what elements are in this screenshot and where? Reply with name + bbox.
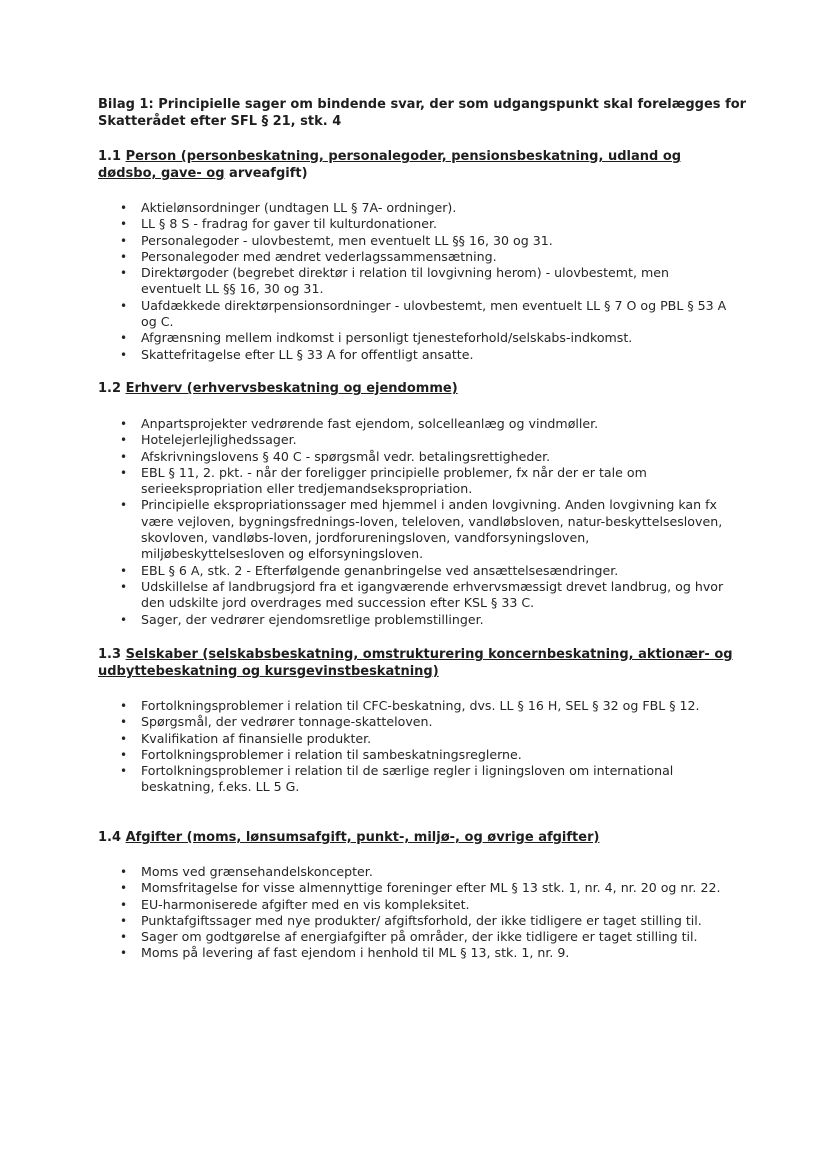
bullet-icon: •	[120, 731, 128, 746]
bullet-icon: •	[120, 347, 128, 362]
section-number: 1.3	[98, 647, 122, 662]
section-heading-underlined: Selskaber (selskabsbeskatning, omstrukturering koncernbeskatning, aktionær- og udbyttebeskatning og kursgevinstbeskatning)	[98, 647, 733, 679]
bullet-icon: •	[120, 881, 128, 896]
list-item: • LL § 8 S - fradrag for gaver til kulturdonationer.	[120, 216, 438, 232]
bullet-icon: •	[120, 233, 128, 248]
bullet-icon: •	[120, 465, 128, 480]
bullet-icon: •	[120, 946, 128, 961]
list-item: • EU-harmoniserede afgifter med en vis kompleksitet.	[120, 896, 470, 912]
list-item: • Hotelejerlejlighedssager.	[120, 432, 297, 448]
bullet-icon: •	[120, 217, 128, 232]
section-heading-underlined: Person (personbeskatning, personalegoder, pensionsbeskatning, udland og dødsbo, gave- og	[98, 149, 682, 181]
list-item: • Fortolkningsproblemer i relation til sambeskatningsreglerne.	[120, 746, 522, 762]
list-item: • Aktielønsordninger (undtagen LL § 7A- ordninger).	[120, 200, 457, 215]
list-item: • Punktafgiftssager med nye produkter/ afgiftsforhold, der ikke tidligere er taget stilling til.	[120, 912, 702, 928]
list-item: • Spørgsmål, der vedrører tonnage-skatteloven.	[120, 714, 433, 730]
section-heading-underlined: Erhverv (erhvervsbeskatning og ejendomme)	[125, 381, 458, 396]
list-item: • Afgrænsning mellem indkomst i personligt tjenesteforhold/selskabs-indkomst.	[120, 330, 633, 346]
bullet-icon: •	[120, 579, 128, 594]
bullet-icon: •	[120, 433, 128, 448]
list-item: • EBL § 11, 2. pkt. - når der foreligger principielle problemer, fx når der er tale om serieekspropriation eller tredjemandsekspropriation.	[120, 464, 647, 497]
bullet-icon: •	[120, 331, 128, 346]
bullet-icon: •	[120, 563, 128, 578]
list-item: • Moms ved grænsehandelskoncepter.	[120, 864, 373, 879]
bullet-icon: •	[120, 764, 128, 779]
section-erhverv	[98, 380, 738, 627]
bullet-icon: •	[120, 266, 128, 281]
bullet-icon: •	[120, 498, 128, 513]
section-heading	[98, 829, 738, 846]
section-list	[120, 200, 732, 363]
section-number: 1.2	[98, 381, 122, 396]
section-selskaber	[98, 646, 738, 795]
section-list	[120, 864, 732, 962]
list-item: • Personalegoder med ændret vederlagssammensætning.	[120, 248, 497, 264]
section-heading	[98, 380, 738, 397]
section-number: 1.1	[98, 149, 122, 164]
section-person	[98, 148, 738, 362]
bullet-icon: •	[120, 913, 128, 928]
section-list	[120, 698, 732, 796]
list-item: • Sager, der vedrører ejendomsretlige problemstillinger.	[120, 611, 484, 627]
list-item: • Anpartsprojekter vedrørende fast ejendom, solcelleanlæg og vindmøller.	[120, 416, 599, 431]
bullet-icon: •	[120, 249, 128, 264]
section-heading	[98, 646, 738, 680]
bullet-icon: •	[120, 747, 128, 762]
list-item: • Sager om godtgørelse af energiafgifter på områder, der ikke tidligere er taget stilling til.	[120, 929, 698, 945]
section-afgifter	[98, 829, 738, 961]
list-item: • Principielle ekspropriationssager med hjemmel i anden lovgivning. Anden lovgivning kan fx være vejloven, bygningsfrednings-loven, teleloven, vandløbsloven, natur-beskyttelsesloven, skovloven, vandløbs-loven, jordforureningsloven, vandforsyningsloven, miljøbeskyttelsesloven og elforsyningsloven.	[120, 497, 723, 562]
list-item: • EBL § 6 A, stk. 2 - Efterfølgende genanbringelse ved ansættelsesændringer.	[120, 562, 619, 578]
list-item: • Uafdækkede direktørpensionsordninger - ulovbestemt, men eventuelt LL § 7 O og PBL § 53 A og C.	[120, 297, 727, 330]
bullet-icon: •	[120, 612, 128, 627]
list-item: • Fortolkningsproblemer i relation til CFC-beskatning, dvs. LL § 16 H, SEL § 32 og FBL § 12.	[120, 698, 700, 713]
list-item: • Direktørgoder (begrebet direktør i relation til lovgivning herom) - ulovbestemt, men eventuelt LL §§ 16, 30 og 31.	[120, 265, 670, 297]
bullet-icon: •	[120, 449, 128, 464]
bullet-icon: •	[120, 897, 128, 912]
bullet-icon: •	[120, 699, 128, 713]
bullet-icon: •	[120, 417, 128, 431]
bullet-icon: •	[120, 930, 128, 945]
list-item: • Kvalifikation af finansielle produkter.	[120, 730, 372, 746]
document-title: Bilag 1: Principielle sager om bindende svar, der som udgangspunkt skal forelægges for Skatterådet efter SFL § 21, stk. 4	[98, 97, 747, 129]
list-item: • Momsfritagelse for visse almennyttige foreninger efter ML § 13 stk. 1, nr. 4, nr. 20 og nr. 22.	[120, 880, 721, 896]
list-item: • Fortolkningsproblemer i relation til de særlige regler i ligningsloven om international beskatning, f.eks. LL 5 G.	[120, 763, 674, 795]
section-list	[120, 416, 732, 628]
list-item: • Personalegoder - ulovbestemt, men eventuelt LL §§ 16, 30 og 31.	[120, 232, 553, 248]
list-item: • Skattefritagelse efter LL § 33 A for offentligt ansatte.	[120, 346, 474, 362]
bullet-icon: •	[120, 298, 128, 313]
section-heading-rest: arveafgift)	[224, 166, 308, 181]
list-item: • Udskillelse af landbrugsjord fra et igangværende erhvervsmæssigt drevet landbrug, og hvor den udskilte jord overdrages med succession efter KSL § 33 C.	[120, 578, 724, 611]
section-heading	[98, 148, 738, 182]
list-item: • Afskrivningslovens § 40 C - spørgsmål vedr. betalingsrettigheder.	[120, 448, 551, 464]
section-heading-underlined: Afgifter (moms, lønsumsafgift, punkt-, miljø-, og øvrige afgifter)	[125, 830, 600, 845]
section-number: 1.4	[98, 830, 122, 845]
bullet-icon: •	[120, 201, 128, 215]
bullet-icon: •	[120, 865, 128, 879]
bullet-icon: •	[120, 715, 128, 730]
list-item: • Moms på levering af fast ejendom i henhold til ML § 13, stk. 1, nr. 9.	[120, 945, 570, 961]
